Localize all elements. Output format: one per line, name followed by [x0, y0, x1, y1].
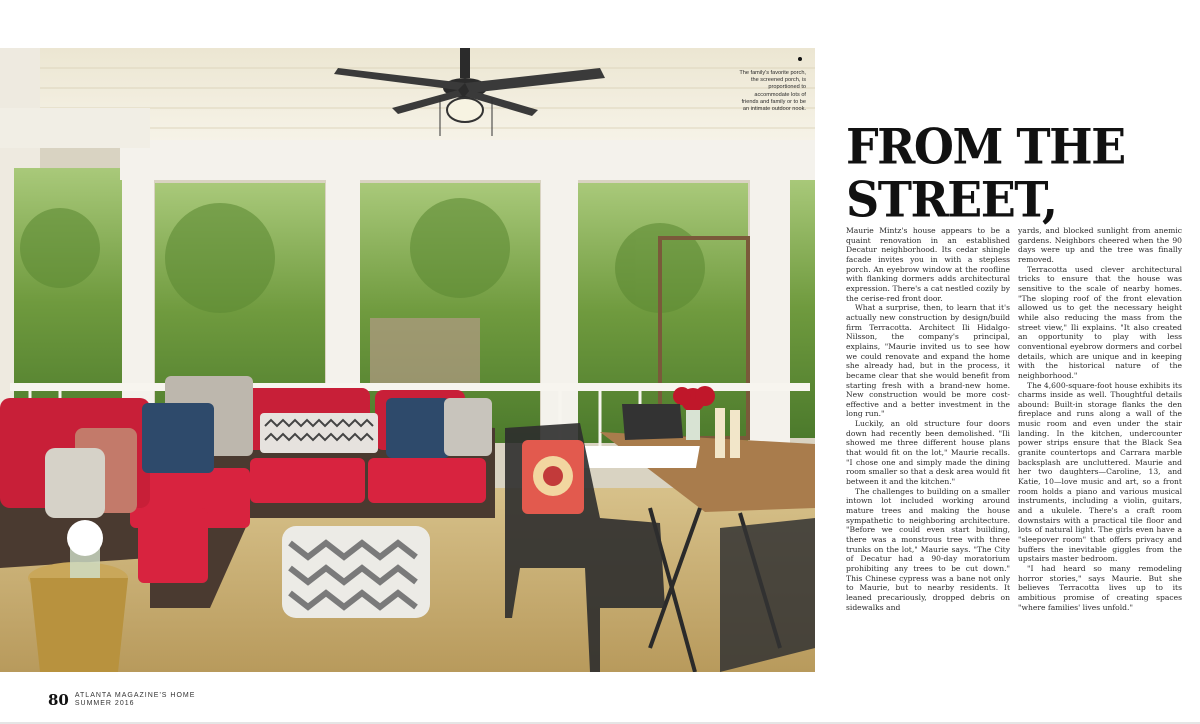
- paragraph: What a surprise, then, to learn that it's actually new construction by design/build firm Terracotta. Architect Ili Hidalgo-Nilsson, the company's principal, explains, "Maurie invited us to see how we could renovate and expand the home she already had, but in the process, it became clear that she would benefit from starting fresh with a brand-new home. New construction would be more cost-effective and a better investment in the long run.": [846, 303, 1010, 419]
- headline-line-1: FROM THE: [846, 117, 1125, 176]
- page-number: 80: [48, 691, 69, 709]
- issue-date: SUMMER 2016: [74, 700, 135, 707]
- paragraph: yards, and blocked sunlight from anemic gardens. Neighbors cheered when the 90 days were up and the tree was finally removed.: [1018, 226, 1182, 264]
- porch-photo-illustration: [0, 48, 815, 672]
- body-column-right: [1018, 226, 1182, 612]
- paragraph: Maurie Mintz's house appears to be a quaint renovation in an established Decatur neighborhood. Its cedar shingle facade invites you in with a stepless porch. An eyebrow window at the roofline with flanking dormers adds architectural expression. There's a cat nestled cozily by the cerise-red front door.: [846, 226, 1010, 303]
- publication-info: [75, 692, 196, 708]
- body-column-left: [846, 226, 1010, 612]
- publication-name: ATLANTA MAGAZINE'S HOME: [74, 692, 196, 699]
- article-headline: [846, 117, 1186, 229]
- paragraph: "I had heard so many remodeling horror stories," says Maurie. But she believes Terracotta lives up to its ambitious promise of creating spaces "where families' lives unfold.": [1018, 563, 1182, 612]
- paragraph: Terracotta used clever architectural tricks to ensure that the house was sensitive to the scale of nearby homes. "The sloping roof of the front elevation allowed us to get the necessary height while also reducing the mass from the street view," Ili explains. "It also created an opportunity to play with less conventional eyebrow dormers and corbel details, which are unique and in keeping with the historical nature of the neighborhood.": [1018, 264, 1182, 380]
- photo-caption: The family's favorite porch, the screened porch, is proportioned to accommodate lots of friends and family or to be an intimate outdoor nook.: [739, 70, 806, 113]
- page-footer: [48, 688, 195, 712]
- paragraph: Luckily, an old structure four doors down had recently been demolished. "Ili showed me three different house plans that would fit on the lot," Maurie recalls. "I chose one and simply made the dining room smaller so that a desk area would fit between it and the kitchen.": [846, 419, 1010, 487]
- caption-marker: [798, 57, 802, 61]
- paragraph: The challenges to building on a smaller intown lot included working around mature trees and making the house sympathetic to neighboring architecture. "Before we could even start building, there was a monstrous tree with three trunks on the lot," Maurie says. "The City of Decatur had a 90-day moratorium prohibiting any trees to be cut down." This Chinese cypress was a bane not only to Maurie, but to nearby residents. It leaned precariously, dropped debris on sidewalks and: [846, 486, 1010, 612]
- porch-photo: [0, 48, 815, 672]
- paragraph: The 4,600-square-foot house exhibits its charms inside as well. Thoughtful details abound: Built-in storage flanks the den fireplace and runs along a wall of the music room and even under the stair landing. In the kitchen, undercounter power strips ensure that the Black Sea granite countertops and Carrara marble backsplash are uncluttered. Maurie and her two daughters—Caroline, 13, and Katie, 10—love music and art, so a front room holds a piano and various musical instruments, including a violin, guitars, and a ukulele. There's a craft room downstairs with a practical tile floor and lots of natural light. The girls even have a "sleepover room" that offers privacy and buffers the inevitable giggles from the upstairs master bedroom.: [1018, 380, 1182, 564]
- headline-line-2: STREET,: [846, 170, 1057, 229]
